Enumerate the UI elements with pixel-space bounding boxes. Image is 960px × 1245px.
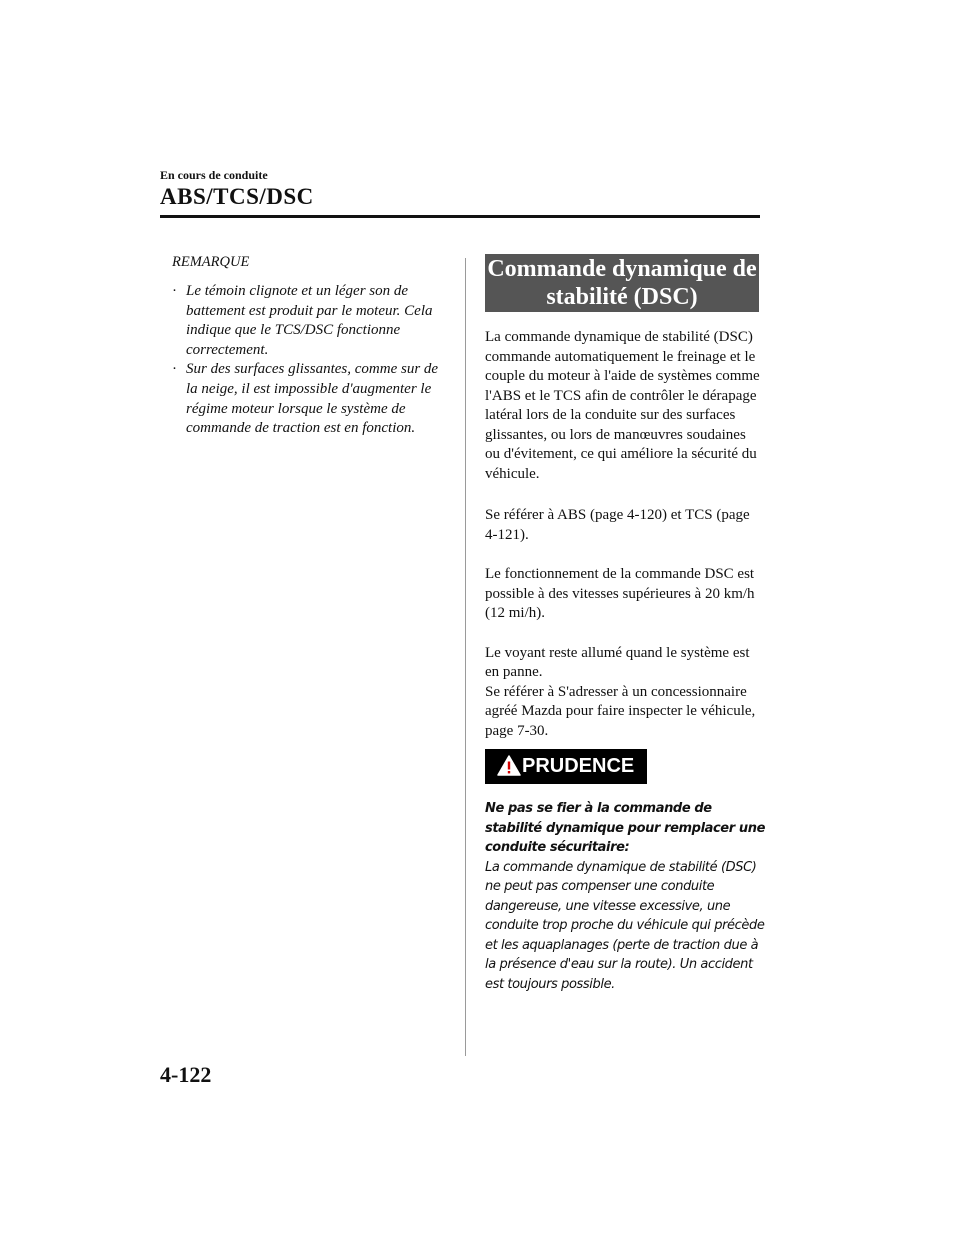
- bullet-icon: ·: [172, 361, 177, 378]
- paragraph-dealer-reference: Se référer à S'adresser à un concessionnaire agréé Mazda pour faire inspecter le véhicule, page 7-30.: [485, 683, 756, 739]
- warning-heading: Ne pas se fier à la commande de stabilité dynamique pour remplacer une conduite sécuritaire:: [485, 801, 765, 855]
- note-item-text: Sur des surfaces glissantes, comme sur de la neige, il est impossible d'augmenter le régime moteur lorsque le système de commande de traction est en fonction.: [186, 361, 439, 437]
- section-kicker: En cours de conduite: [160, 168, 268, 182]
- section-banner-line2: stabilité (DSC): [546, 284, 698, 310]
- section-title: ABS/TCS/DSC: [160, 184, 314, 209]
- section-banner: [485, 254, 759, 312]
- warning-triangle-icon: [497, 755, 521, 776]
- paragraph-indicator: Le voyant reste allumé quand le système est en panne.: [485, 644, 750, 680]
- bullet-icon: ·: [172, 283, 177, 299]
- warning-block: [485, 799, 770, 994]
- note-block: [172, 254, 450, 439]
- note-list: [172, 282, 450, 439]
- dsc-section: [485, 254, 760, 741]
- note-item-text: Le témoin clignote et un léger son de battement est produit par le moteur. Cela indique que le TCS/DSC fonctionne correctement.: [186, 283, 433, 358]
- note-heading: REMARQUE: [172, 254, 250, 270]
- column-divider: [465, 258, 466, 1056]
- page-number: 4-122: [160, 1062, 212, 1087]
- paragraph-description: La commande dynamique de stabilité (DSC) commande automatiquement le freinage et le couple du moteur à l'aide de systèmes comme l'ABS et le TCS afin de contrôler le dérapage latéral lors de la conduite sur des surfaces glissantes, ou lors de manœuvres soudaines ou d'évitement, ce qui améliore la sécurité du véhicule.: [485, 329, 760, 482]
- warning-badge: [485, 749, 647, 784]
- warning-label: PRUDENCE: [522, 755, 635, 777]
- header-rule: [160, 215, 760, 218]
- paragraph-speed: Le fonctionnement de la commande DSC est possible à des vitesses supérieures à 20 km/h (12 mi/h).: [485, 566, 755, 621]
- section-banner-line1: Commande dynamique de: [487, 256, 757, 282]
- note-item: [172, 282, 450, 360]
- note-item: [172, 360, 450, 438]
- warning-body: La commande dynamique de stabilité (DSC) ne peut pas compenser une conduite dangereuse, une vitesse excessive, une conduite trop proche du véhicule qui précède et les aquaplanages (perte de traction due à la présence d'eau sur la route). Un accident est toujours possible.: [485, 859, 765, 992]
- paragraph-reference: Se référer à ABS (page 4-120) et TCS (page 4-121).: [485, 507, 750, 543]
